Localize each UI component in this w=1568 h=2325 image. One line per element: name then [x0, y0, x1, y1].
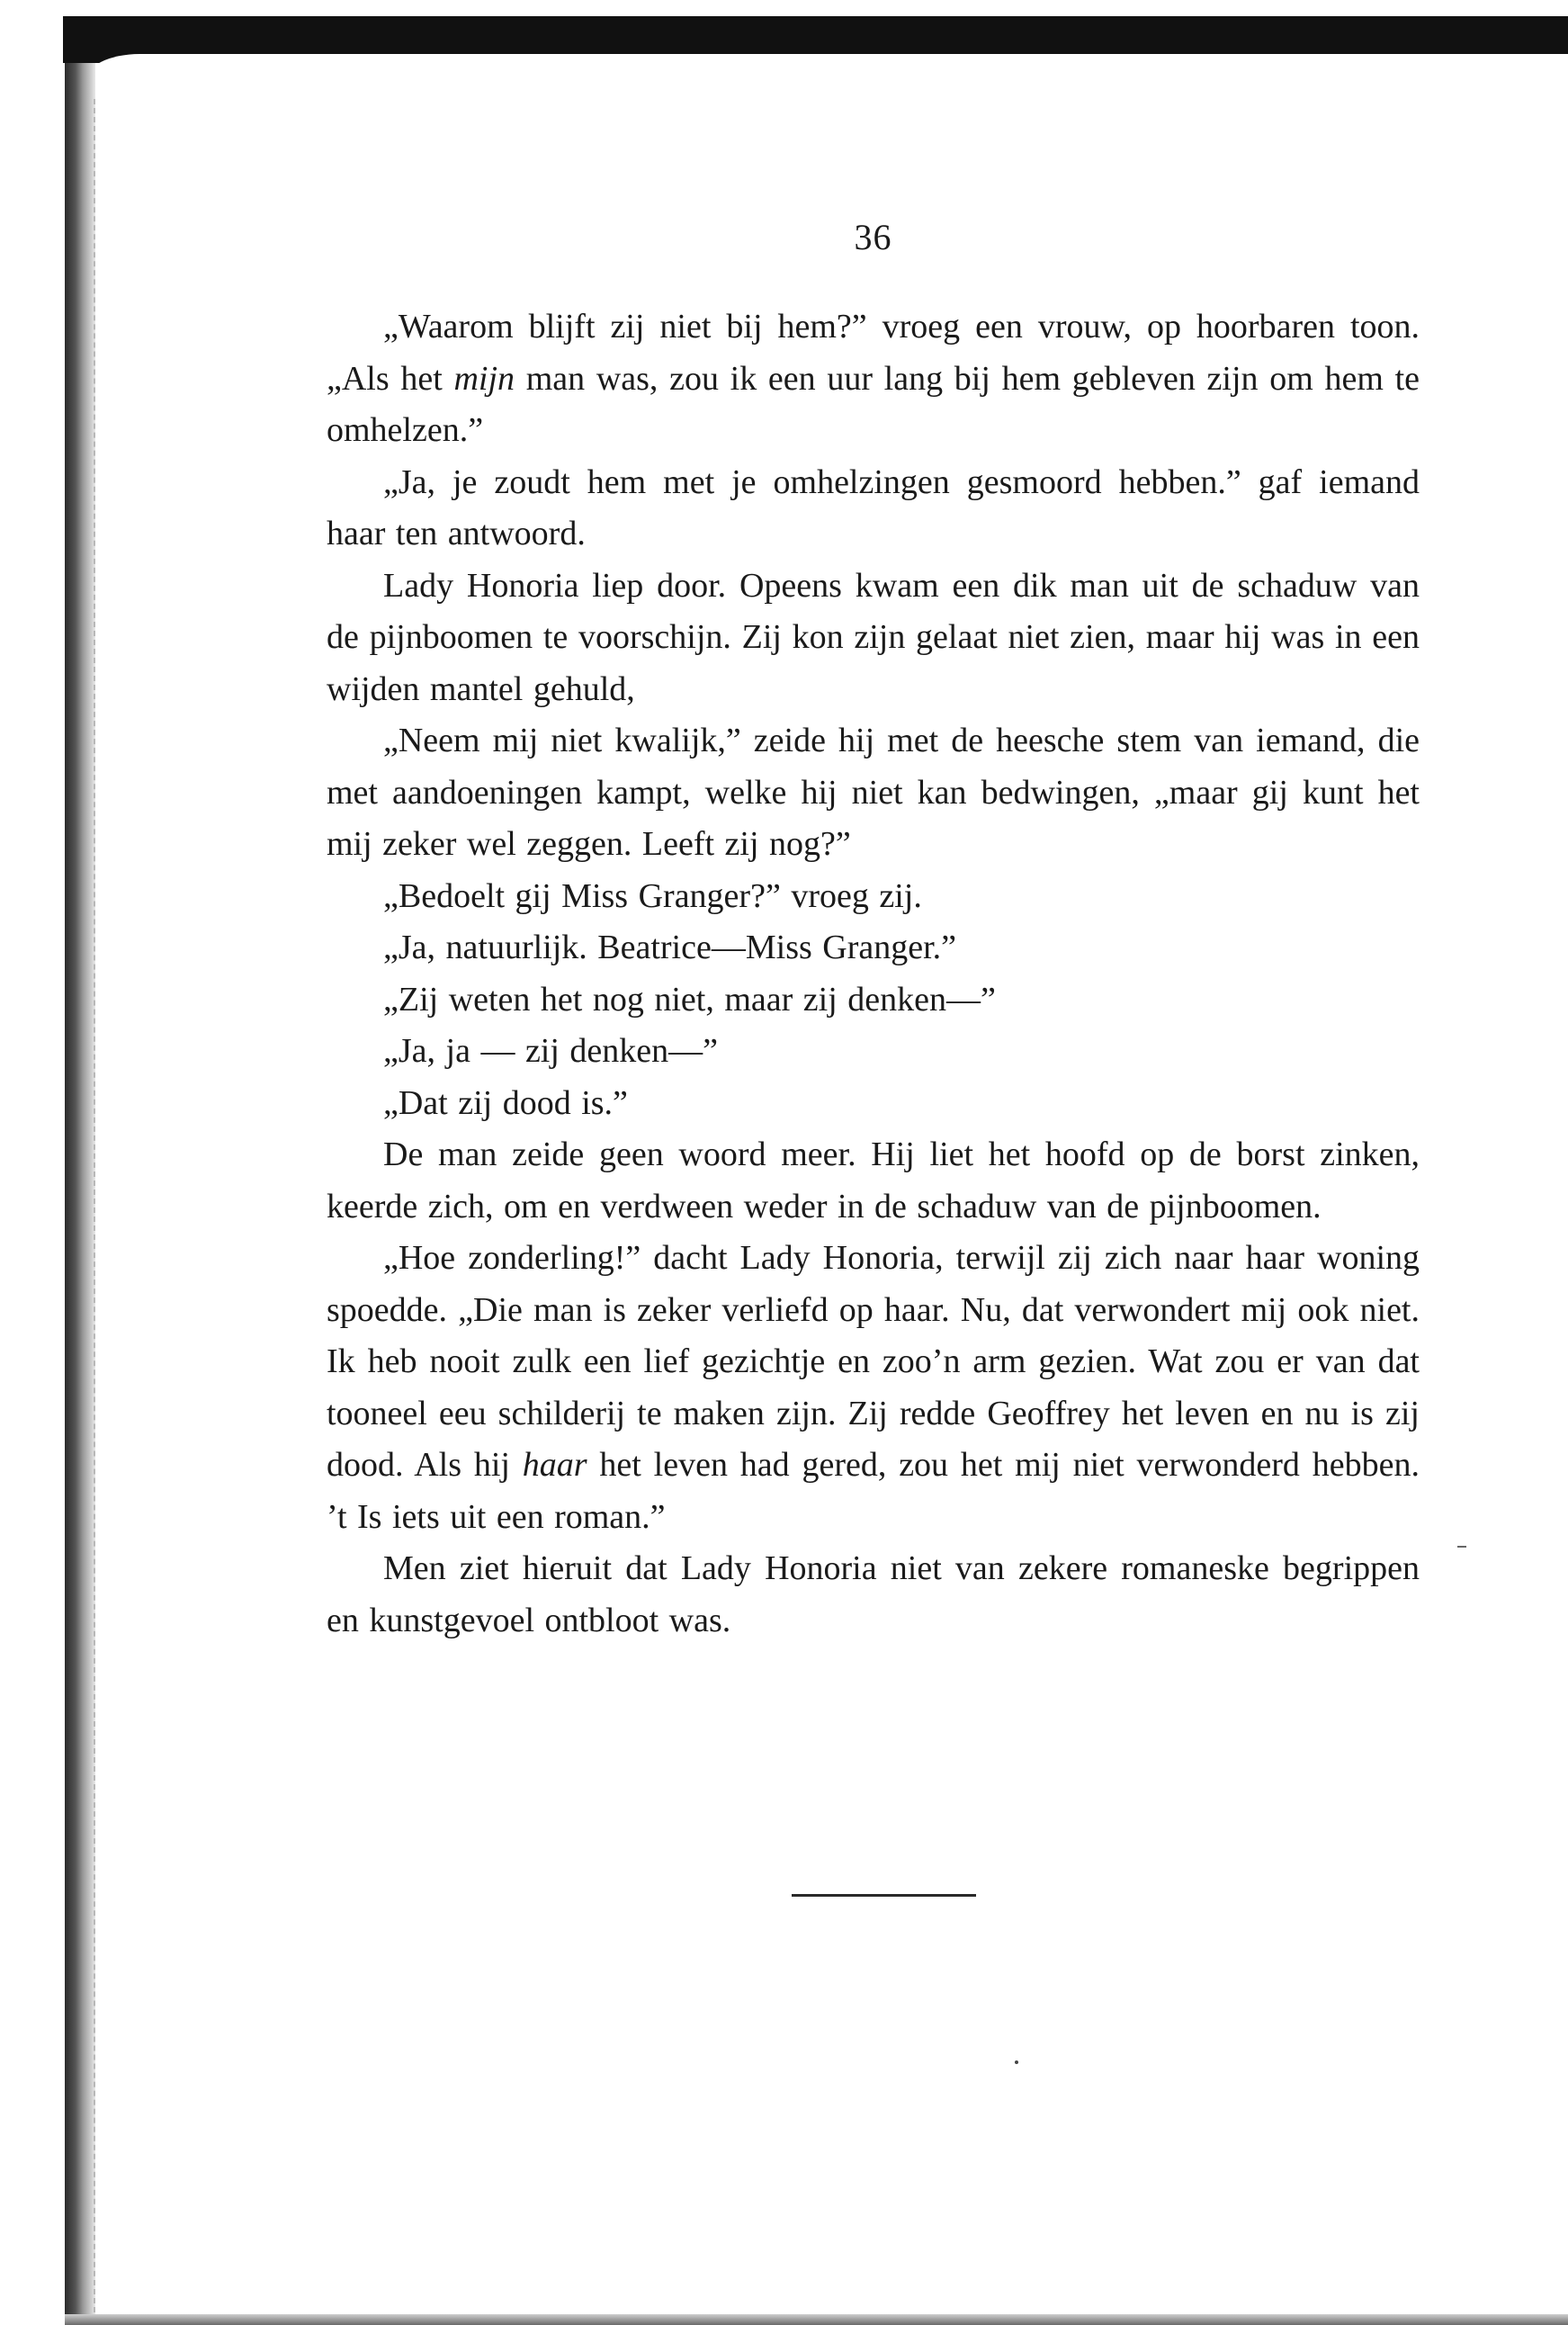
paragraph-text: „Waarom blijft zij niet bij hem?” vroeg een vrouw, op hoorbaren toon. „Als het: [327, 308, 1420, 398]
paragraph-text: „Bedoelt gij Miss Granger?” vroeg zij.: [383, 876, 922, 915]
page-number: 36: [854, 217, 892, 257]
paragraph-text: „Ja, ja — zij denken—”: [383, 1032, 719, 1070]
paragraph-text: „Zij weten het nog niet, maar zij denken—”: [383, 980, 996, 1019]
paragraph-text: „Dat zij dood is.”: [383, 1083, 628, 1122]
paragraph: [327, 301, 1420, 457]
paragraph: [327, 715, 1420, 871]
scan-edge-left: [65, 63, 95, 2317]
paragraph: [327, 922, 1420, 974]
paragraph-text: „Neem mij niet kwalijk,” zeide hij met de heesche stem van iemand, die met aandoeningen kampt, welke hij niet kan bedwingen, „maar gij kunt het mij zeker wel zeggen. Leeft zij nog?”: [327, 722, 1420, 863]
paragraph: [327, 1129, 1420, 1233]
dust-speck: [1015, 2060, 1018, 2064]
scan-gutter-marks: [94, 99, 103, 2312]
scan-page-corner: [85, 54, 1568, 90]
paragraph: [327, 974, 1420, 1027]
paragraph-text: Lady Honoria liep door. Opeens kwam een dik man uit de schaduw van de pijnboomen te voorschijn. Zij kon zijn gelaat niet zien, maar hij was in een wijden mantel gehuld,: [327, 566, 1420, 708]
paragraph-text: „Ja, je zoudt hem met je omhelzingen gesmoord hebben.” gaf iemand haar ten antwoord.: [327, 462, 1420, 552]
emphasized-word: haar: [522, 1446, 587, 1484]
paragraph-text: „Ja, natuurlijk. Beatrice—Miss Granger.”: [383, 929, 957, 966]
paragraph: [327, 457, 1420, 561]
book-page: [327, 216, 1420, 1647]
paragraph: [327, 1026, 1420, 1078]
paragraph: [327, 871, 1420, 923]
paragraph: [327, 1233, 1420, 1543]
emphasized-word: mijn: [453, 359, 515, 398]
paragraph-text: het leven had gered, zou het mij niet verwonderd hebben. ’t Is iets uit een roman.”: [327, 1446, 1420, 1536]
paragraph: [327, 561, 1420, 716]
paragraph-text: man was, zou ik een uur lang bij hem gebleven zijn om hem te omhelzen.”: [327, 359, 1420, 449]
scan-edge-bottom: [65, 2314, 1568, 2325]
section-divider: [792, 1894, 976, 1897]
paragraph-text: „Hoe zonderling!” dacht Lady Honoria, terwijl zij zich naar haar woning spoedde. „Die man is zeker verliefd op haar. Nu, dat verwondert mij ook niet. Ik heb nooit zulk een lief gezichtje en zoo’n arm gezien. Wat zou er van dat tooneel eeu schilderij te maken zijn. Zij redde Geoffrey het leven en nu is zij dood. Als hij: [327, 1239, 1420, 1484]
paragraph: [327, 1078, 1420, 1130]
paragraph-text: Men ziet hieruit dat Lady Honoria niet van zekere romaneske begrippen en kunstgevoel ontbloot was.: [327, 1549, 1420, 1639]
paragraph: [327, 1543, 1420, 1647]
text-body: [327, 301, 1420, 1647]
margin-mark: [1457, 1546, 1466, 1548]
paragraph-text: De man zeide geen woord meer. Hij liet het hoofd op de borst zinken, keerde zich, om en verdween weder in de schaduw van de pijnboomen.: [327, 1136, 1420, 1225]
